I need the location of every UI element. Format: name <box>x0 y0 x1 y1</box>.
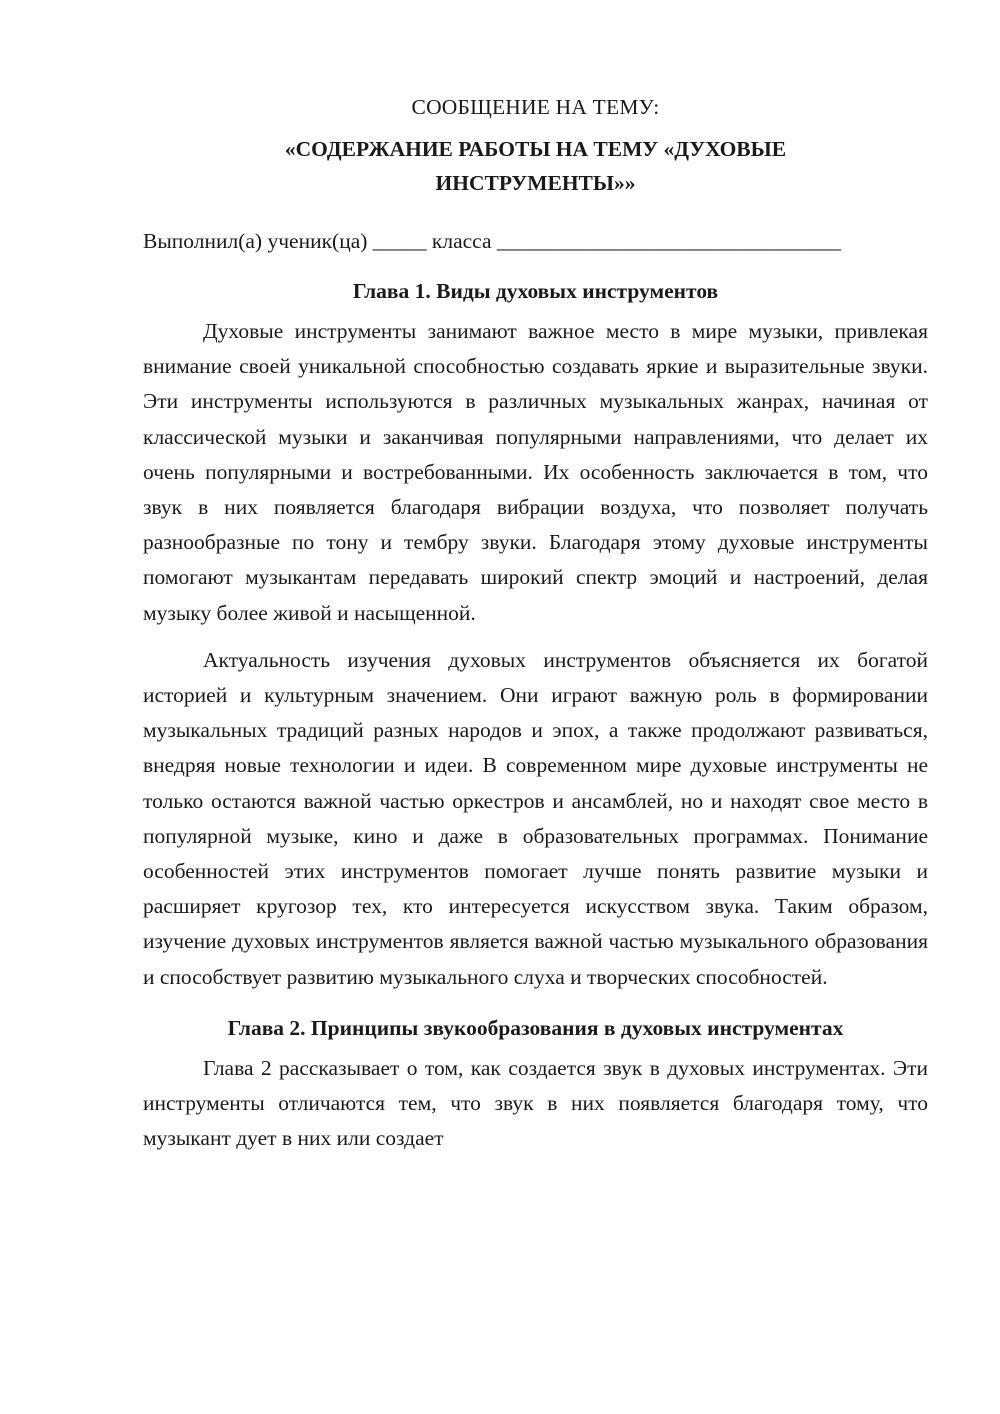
document-page <box>143 90 928 1156</box>
author-line: Выполнил(а) ученик(ца) _____ класса ________________________________ <box>143 229 841 253</box>
chapter-1-title: Глава 1. Виды духовых инструментов <box>352 279 719 303</box>
report-title-line-1: «СОДЕРЖАНИЕ РАБОТЫ НА ТЕМУ «ДУХОВЫЕ <box>284 137 787 161</box>
chapter-2-title: Глава 2. Принципы звукообразования в духовых инструментах <box>227 1015 844 1040</box>
report-title-line-2: ИНСТРУМЕНТЫ»» <box>435 171 636 195</box>
chapter-1-paragraph-1: Духовые инструменты занимают важное место в мире музыки, привлекая внимание своей уникальной способностью создавать яркие и выразительные звуки. Эти инструменты используются в различных музыкальных жанрах, начиная от классической музыки и заканчивая популярными направлениями, что делает их очень популярными и востребованными. Их особенность заключается в том, что звук в них появляется благодаря вибрации воздуха, что позволяет получать разнообразные по тону и тембру звуки. Благодаря этому духовые инструменты помогают музыкантам передавать широкий спектр эмоций и настроений, делая музыку более живой и насыщенной. <box>143 319 928 625</box>
report-title <box>143 132 928 200</box>
chapter-1-paragraph-2: Актуальность изучения духовых инструментов объясняется их богатой историей и культурным значением. Они играют важную роль в формировании музыкальных традиций разных народов и эпох, а также продолжают развиваться, внедряя новые технологии и идеи. В современном мире духовые инструменты не только остаются важной частью оркестров и ансамблей, но и находят свое место в популярной музыке, кино и даже в образовательных программах. Понимание особенностей этих инструментов помогает лучше понять развитие музыки и расширяет кругозор тех, кто интересуется искусством звука. Таким образом, изучение духовых инструментов является важной частью музыкального образования и способствует развитию музыкального слуха и творческих способностей. <box>143 647 928 989</box>
chapter-2-paragraph-1: Глава 2 рассказывает о том, как создается звук в духовых инструментах. Эти инструменты отличаются тем, что звук в них появляется благодаря тому, что музыкант дует в них или создает <box>143 1055 928 1151</box>
report-label: СООБЩЕНИЕ НА ТЕМУ: <box>411 95 660 119</box>
